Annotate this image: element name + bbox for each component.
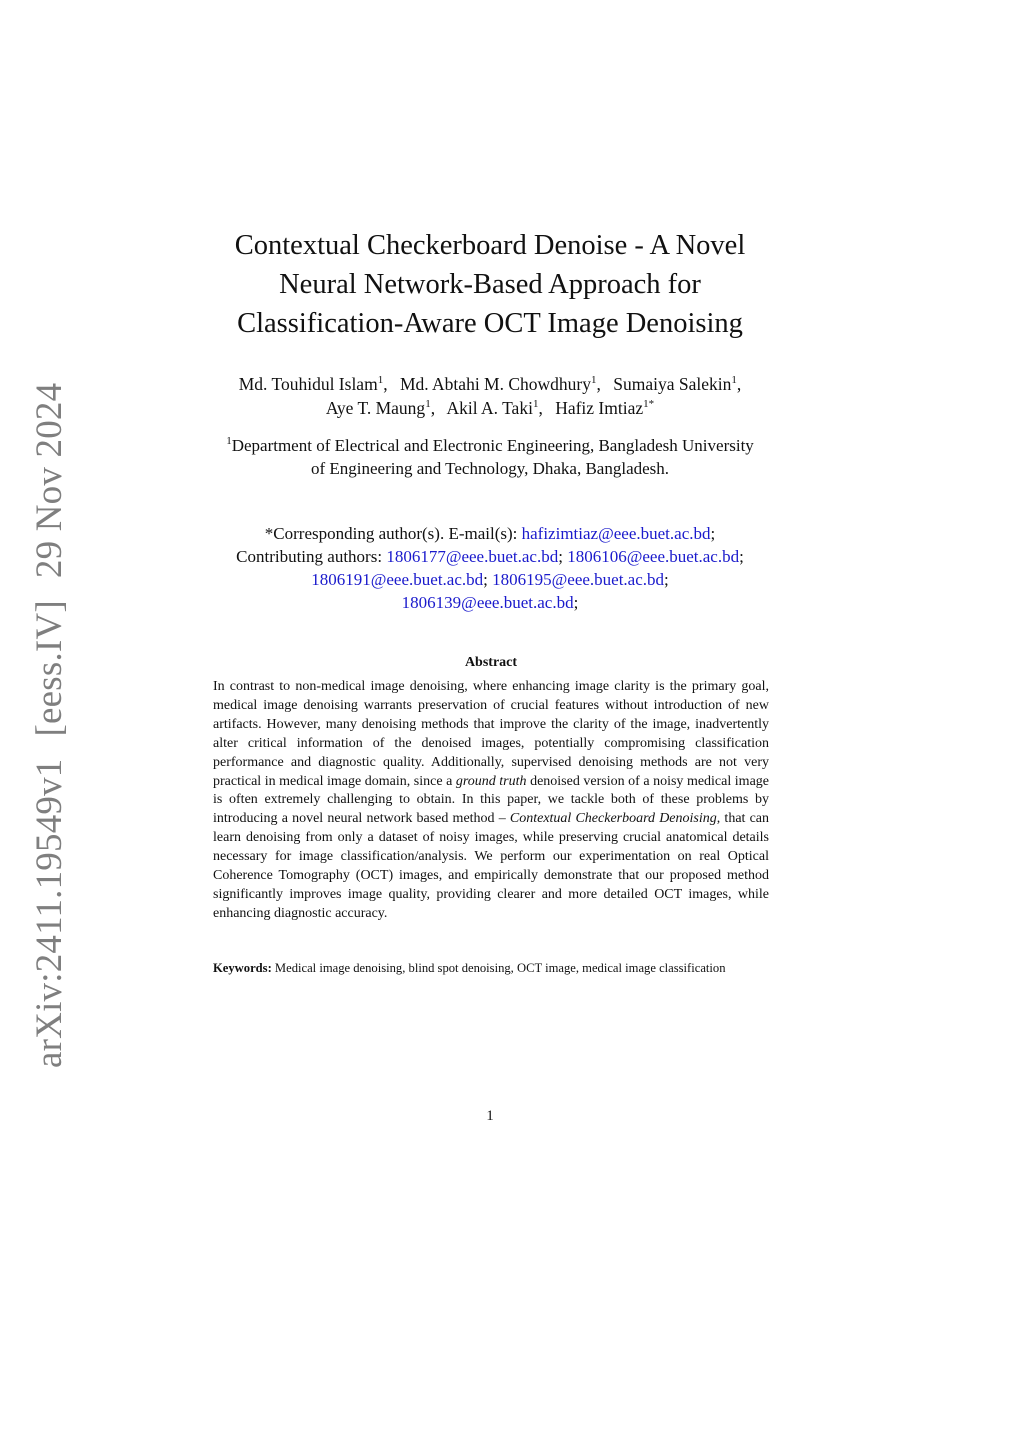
- author-list: [150, 372, 830, 420]
- contributing-authors-line: 1806139@eee.buet.ac.bd;: [401, 593, 579, 612]
- keywords-label: Keywords:: [213, 961, 272, 975]
- contributing-email-link[interactable]: 1806106@eee.buet.ac.bd: [567, 547, 740, 566]
- abstract-emphasis: Contextual Checkerboard Denoising: [509, 811, 717, 827]
- author: Md. Abtahi M. Chowdhury$^1$: [399, 374, 597, 394]
- arxiv-identifier-stamp: [28, 382, 71, 1068]
- keywords: [213, 960, 793, 976]
- author: Hafiz Imtiaz$^{1*}$: [555, 398, 655, 418]
- author: Sumaiya Salekin$^1$: [613, 374, 737, 394]
- author: Akil A. Taki$^1$: [446, 398, 539, 418]
- keywords-text: Medical image denoising, blind spot denoising, OCT image, medical image classification: [274, 961, 726, 975]
- contributing-email-link[interactable]: 1806195@eee.buet.ac.bd: [492, 570, 665, 589]
- contact-info: [150, 522, 830, 614]
- title-line: Neural Network-Based Approach for: [279, 269, 701, 300]
- abstract-emphasis: ground truth: [455, 773, 527, 789]
- author-line: Aye T. Maung$^1$, Akil A. Taki$^1$, Hafiz Imtiaz$^{1*}$: [325, 398, 655, 418]
- contributing-email-link[interactable]: 1806191@eee.buet.ac.bd: [311, 570, 484, 589]
- contributing-authors-line: Contributing authors: 1806177@eee.buet.ac.bd; 1806106@eee.buet.ac.bd;: [236, 547, 744, 566]
- affiliation-line: of Engineering and Technology, Dhaka, Bangladesh.: [310, 459, 670, 478]
- title-line: Contextual Checkerboard Denoise - A Novel: [234, 230, 746, 261]
- affiliation-line: $^1$Department of Electrical and Electronic Engineering, Bangladesh University: [226, 435, 754, 455]
- author: Md. Touhidul Islam$^1$: [238, 374, 384, 394]
- corresponding-author-line: *Corresponding author(s). E-mail(s): hafizimtiaz@eee.buet.ac.bd;: [264, 524, 716, 543]
- title-line: Classification-Aware OCT Image Denoising: [237, 308, 743, 339]
- arxiv-date: 29 Nov 2024: [29, 382, 70, 579]
- author: Aye T. Maung$^1$: [325, 398, 431, 418]
- author-line: Md. Touhidul Islam$^1$, Md. Abtahi M. Chowdhury$^1$, Sumaiya Salekin$^1$,: [238, 374, 742, 394]
- affiliation: [150, 434, 830, 480]
- contributing-authors-line: 1806191@eee.buet.ac.bd; 1806195@eee.buet.ac.bd;: [311, 570, 669, 589]
- abstract-body: In contrast to non-medical image denoising, where enhancing image clarity is the primary goal, medical image denoising warrants preservation of crucial features without introduction of new artifacts. However, many denoising methods that improve the clarity of the image, inadvertently alter critical information of the denoised images, potentially compromising classification performance and diagnostic quality. Additionally, supervised denoising methods are not very practical in medical image domain, since a ground truth denoised version of a noisy medical image is often extremely challenging to obtain. In this paper, we tackle both of these problems by introducing a novel neural network based method – Contextual Checkerboard Denoising, that can learn denoising from only a dataset of noisy images, while preserving crucial anatomical details necessary for image classification/analysis. We perform our experimentation on real Optical Coherence Tomography (OCT) images, and empirically demonstrate that our proposed method significantly improves image quality, providing clearer and more detailed OCT images, while enhancing diagnostic accuracy.: [213, 679, 770, 921]
- arxiv-category: [eess.IV]: [29, 600, 70, 737]
- arxiv-id: arXiv:2411.19549v1: [29, 758, 70, 1068]
- page-number: 1: [486, 1108, 494, 1124]
- contributing-email-link[interactable]: 1806139@eee.buet.ac.bd: [401, 593, 574, 612]
- corresponding-email-link[interactable]: hafizimtiaz@eee.buet.ac.bd: [521, 524, 711, 543]
- abstract-heading: Abstract: [464, 655, 518, 670]
- contributing-email-link[interactable]: 1806177@eee.buet.ac.bd: [386, 547, 559, 566]
- paper-title: [150, 226, 830, 343]
